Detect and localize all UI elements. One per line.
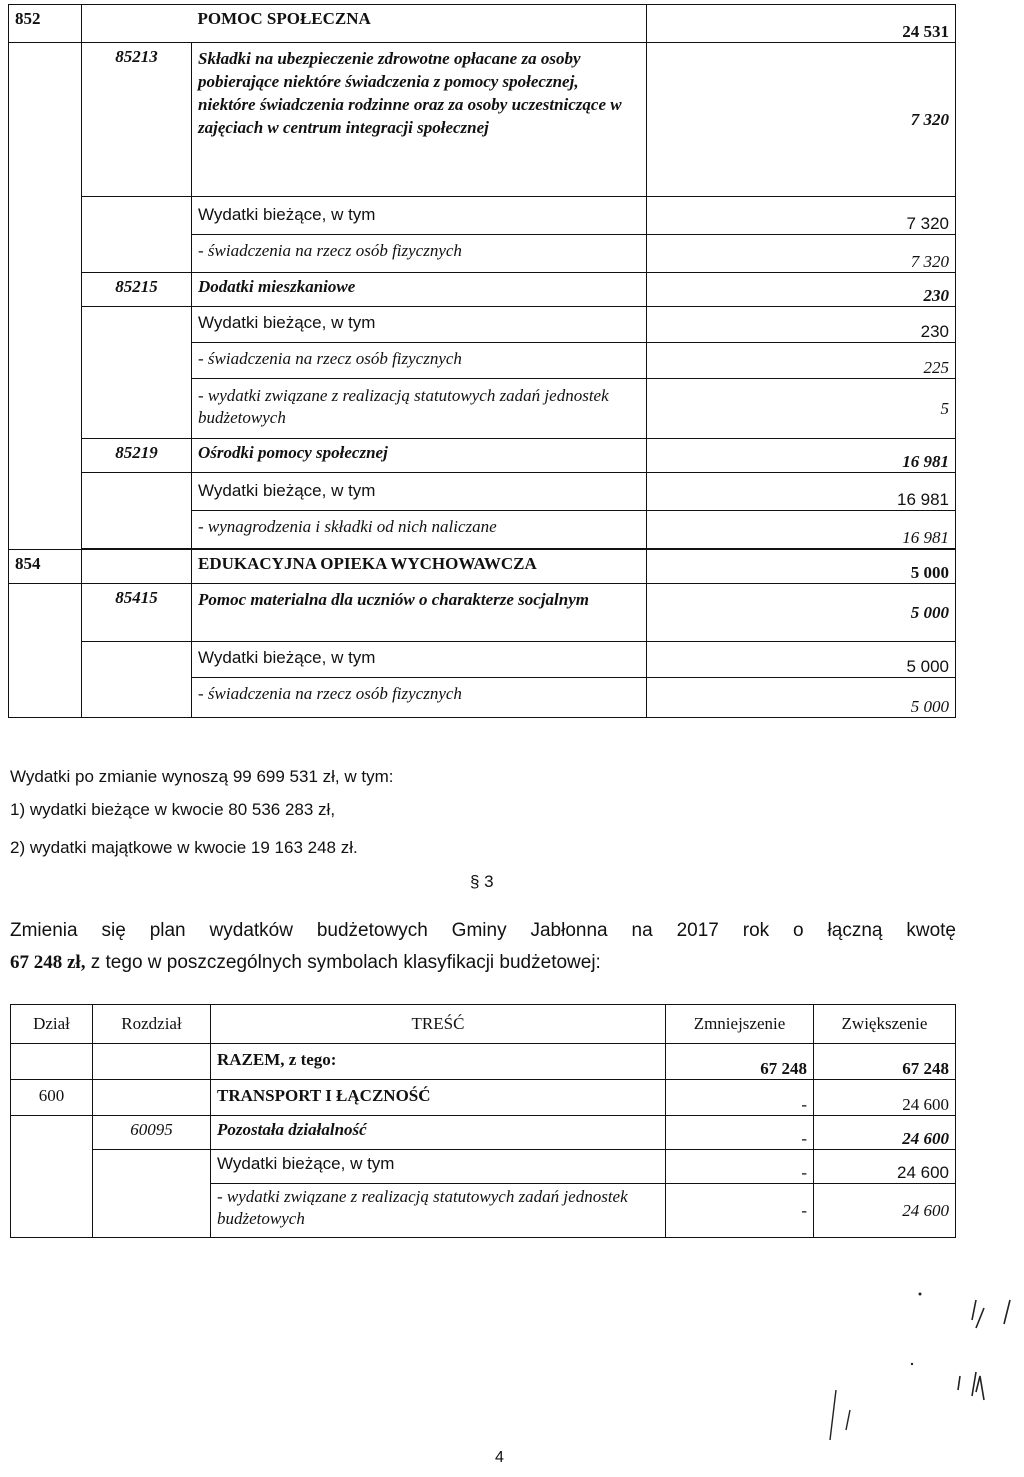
row-label: Wydatki bieżące, w tym — [211, 1150, 666, 1184]
row-amount: 7 320 — [647, 235, 956, 273]
rozdzial-title: Pozostała działalność — [211, 1116, 666, 1150]
rozdzial-code: 85415 — [82, 584, 192, 642]
row-amount: 16 981 — [647, 511, 956, 549]
razem-increase: 67 248 — [814, 1044, 956, 1080]
row-amount: 5 000 — [647, 642, 956, 678]
row-label: - świadczenia na rzecz osób fizycznych — [192, 678, 647, 718]
summary-capital: 2) wydatki majątkowe w kwocie 19 163 248 zł. — [10, 838, 358, 857]
rozdzial-code: 85219 — [82, 439, 192, 473]
razem-label: RAZEM, z tego: — [211, 1044, 666, 1080]
header-dzial: Dział — [11, 1005, 93, 1044]
summary-total: Wydatki po zmianie wynoszą 99 699 531 zł, w tym: — [10, 767, 394, 786]
row-label: - wydatki związane z realizacją statutowych zadań jednostek budżetowych — [211, 1184, 666, 1238]
razem-decrease: 67 248 — [666, 1044, 814, 1080]
rozdzial-title: Składki na ubezpieczenie zdrowotne opłacane za osoby pobierające niektóre świadczenia z pomocy społecznej, niektóre świadczenia rodzinne oraz za osoby uczestniczące w zajęciach w centrum integracji społecznej — [192, 43, 647, 197]
rozdzial-title: Dodatki mieszkaniowe — [192, 273, 647, 307]
row-label: - wydatki związane z realizacją statutowych zadań jednostek budżetowych — [192, 379, 647, 439]
dzial-amount: 24 531 — [647, 5, 956, 43]
dzial-title: POMOC SPOŁECZNA — [192, 5, 647, 43]
rozdzial-decrease: - — [666, 1116, 814, 1150]
rozdzial-amount: 230 — [647, 273, 956, 307]
intro-line-1: Zmienia się plan wydatków budżetowych Gminy Jabłonna na 2017 rok o łączną kwotę — [10, 920, 956, 941]
row-label: Wydatki bieżące, w tym — [192, 642, 647, 678]
section-heading: § 3 — [470, 872, 494, 891]
dzial-title: EDUKACYJNA OPIEKA WYCHOWAWCZA — [192, 550, 647, 584]
summary-current: 1) wydatki bieżące w kwocie 80 536 283 zł, — [10, 800, 336, 819]
rozdzial-amount: 5 000 — [647, 584, 956, 642]
rozdzial-code: 85213 — [82, 43, 192, 197]
rozdzial-code: 85215 — [82, 273, 192, 307]
row-label: Wydatki bieżące, w tym — [192, 473, 647, 511]
row-decrease: - — [666, 1150, 814, 1184]
row-label: Wydatki bieżące, w tym — [192, 307, 647, 343]
rozdzial-amount: 16 981 — [647, 439, 956, 473]
row-amount: 16 981 — [647, 473, 956, 511]
row-amount: 225 — [647, 343, 956, 379]
intro-amount: 67 248 zł, — [10, 952, 86, 973]
header-tresc: TREŚĆ — [211, 1005, 666, 1044]
page-number: 4 — [495, 1449, 504, 1466]
signature-mark — [800, 1280, 1024, 1460]
intro-tail: z tego w poszczególnych symbolach klasyfikacji budżetowej: — [85, 952, 601, 973]
row-amount: 5 — [647, 379, 956, 439]
dzial-amount: 5 000 — [647, 550, 956, 584]
dzial-code: 854 — [9, 550, 82, 584]
row-label: Wydatki bieżące, w tym — [192, 197, 647, 235]
row-label: - wynagrodzenia i składki od nich naliczane — [192, 511, 647, 549]
dzial-code: 852 — [9, 5, 82, 43]
row-amount: 230 — [647, 307, 956, 343]
rozdzial-title: Ośrodki pomocy społecznej — [192, 439, 647, 473]
row-label: - świadczenia na rzecz osób fizycznych — [192, 235, 647, 273]
header-rozdzial: Rozdział — [93, 1005, 211, 1044]
budget-table-continued — [8, 4, 956, 718]
intro-line-2 — [10, 952, 601, 974]
row-amount: 5 000 — [647, 678, 956, 718]
row-increase: 24 600 — [814, 1150, 956, 1184]
header-zmniejszenie: Zmniejszenie — [666, 1005, 814, 1044]
dzial-code: 600 — [11, 1080, 93, 1116]
budget-change-table — [10, 1004, 956, 1238]
rozdzial-amount: 7 320 — [647, 43, 956, 197]
row-decrease: - — [666, 1184, 814, 1238]
rozdzial-title: Pomoc materialna dla uczniów o charakterze socjalnym — [192, 584, 647, 642]
header-zwiekszenie: Zwiększenie — [814, 1005, 956, 1044]
rozdzial-increase: 24 600 — [814, 1116, 956, 1150]
row-increase: 24 600 — [814, 1184, 956, 1238]
rozdzial-code: 60095 — [93, 1116, 211, 1150]
row-label: - świadczenia na rzecz osób fizycznych — [192, 343, 647, 379]
dzial-decrease: - — [666, 1080, 814, 1116]
dzial-increase: 24 600 — [814, 1080, 956, 1116]
row-amount: 7 320 — [647, 197, 956, 235]
dzial-title: TRANSPORT I ŁĄCZNOŚĆ — [211, 1080, 666, 1116]
